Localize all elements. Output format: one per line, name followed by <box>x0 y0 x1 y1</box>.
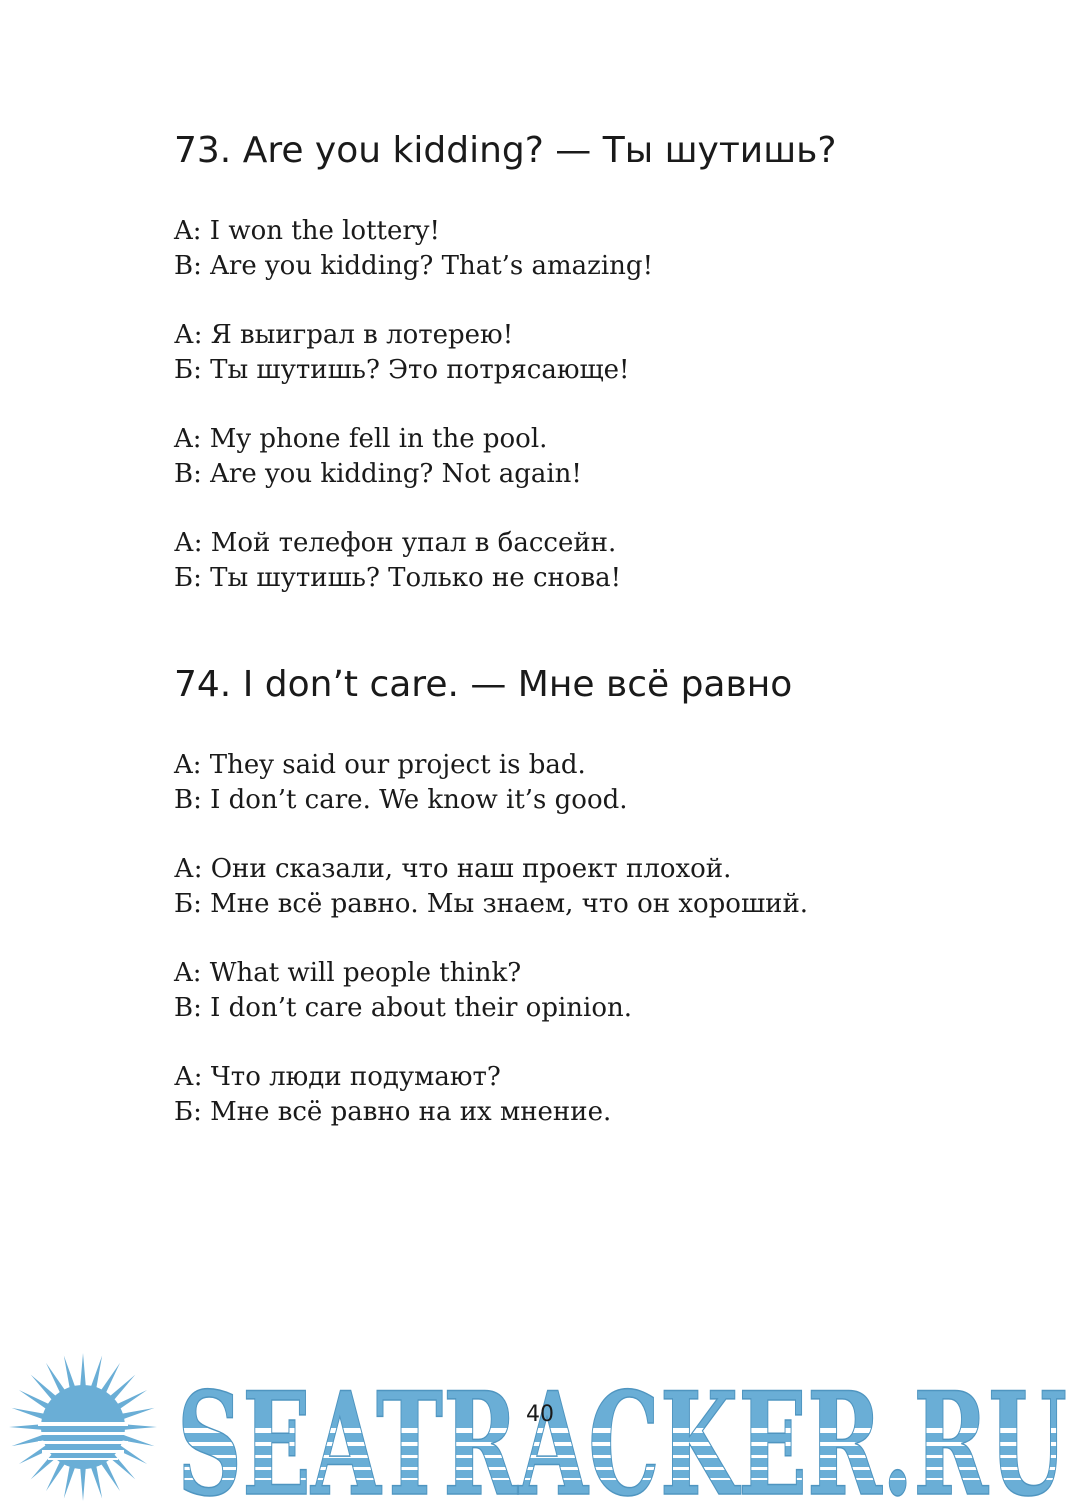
page-number: 40 <box>526 1402 554 1427</box>
dialog-line-a: A: What will people think? <box>174 958 522 988</box>
dialog-line-b: Б: Ты шутишь? Только не снова! <box>174 563 622 593</box>
sun-ray <box>64 1356 76 1390</box>
phrase-section-73 <box>174 126 974 630</box>
sun-ray <box>46 1460 66 1491</box>
sun-ray <box>12 1435 46 1447</box>
section-heading: 74. I don’t care. — Мне всё равно <box>174 664 793 705</box>
dialog-block <box>174 422 974 492</box>
dialog-block <box>174 956 974 1026</box>
sun-ray <box>91 1465 103 1499</box>
dialog-line-a: A: I won the lottery! <box>174 216 440 246</box>
dialog-line-b: Б: Ты шутишь? Это потрясающе! <box>174 355 630 385</box>
dialog-block <box>174 318 974 388</box>
dialog-line-b: B: Are you kidding? That’s amazing! <box>174 251 654 281</box>
sun-ray <box>109 1375 135 1401</box>
dialog-line-b: B: I don’t care about their opinion. <box>174 993 633 1023</box>
dialog-line-a: A: They said our project is bad. <box>174 750 586 780</box>
section-heading: 73. Are you kidding? — Ты шутишь? <box>174 130 837 171</box>
sun-ray <box>80 1353 86 1387</box>
dialog-block <box>174 214 974 284</box>
sun-icon <box>8 1352 158 1502</box>
dialog-line-b: B: Are you kidding? Not again! <box>174 459 582 489</box>
sun-ray <box>80 1467 86 1501</box>
sun-ray <box>64 1465 76 1499</box>
sun-ray <box>31 1375 57 1401</box>
sun-ray <box>116 1444 147 1464</box>
sun-ray <box>19 1444 50 1464</box>
dialog-line-b: Б: Мне всё равно. Мы знаем, что он хороший. <box>174 889 809 919</box>
sun-ray <box>31 1453 57 1479</box>
sun-ray <box>91 1356 103 1390</box>
watermark-text: SEATRACKER.RU <box>177 1366 1067 1506</box>
dialog-line-a: А: Я выиграл в лотерею! <box>174 320 514 350</box>
watermark-logo-text <box>172 1366 1072 1506</box>
sun-ray <box>100 1460 120 1491</box>
dialog-line-a: А: Что люди подумают? <box>174 1062 501 1092</box>
dialog-line-b: B: I don’t care. We know it’s good. <box>174 785 628 815</box>
dialog-line-a: А: Мой телефон упал в бассейн. <box>174 528 617 558</box>
dialog-block <box>174 1060 974 1130</box>
dialog-line-a: A: My phone fell in the pool. <box>174 424 548 454</box>
sun-ray <box>46 1363 66 1394</box>
dialog-block <box>174 852 974 922</box>
dialog-line-a: А: Они сказали, что наш проект плохой. <box>174 854 732 884</box>
dialog-line-b: Б: Мне всё равно на их мнение. <box>174 1097 612 1127</box>
sun-ray <box>109 1453 135 1479</box>
sun-ray <box>121 1435 155 1447</box>
dialog-block <box>174 526 974 596</box>
dialog-block <box>174 748 974 818</box>
sun-ray <box>100 1363 120 1394</box>
phrase-section-74 <box>174 660 974 1164</box>
